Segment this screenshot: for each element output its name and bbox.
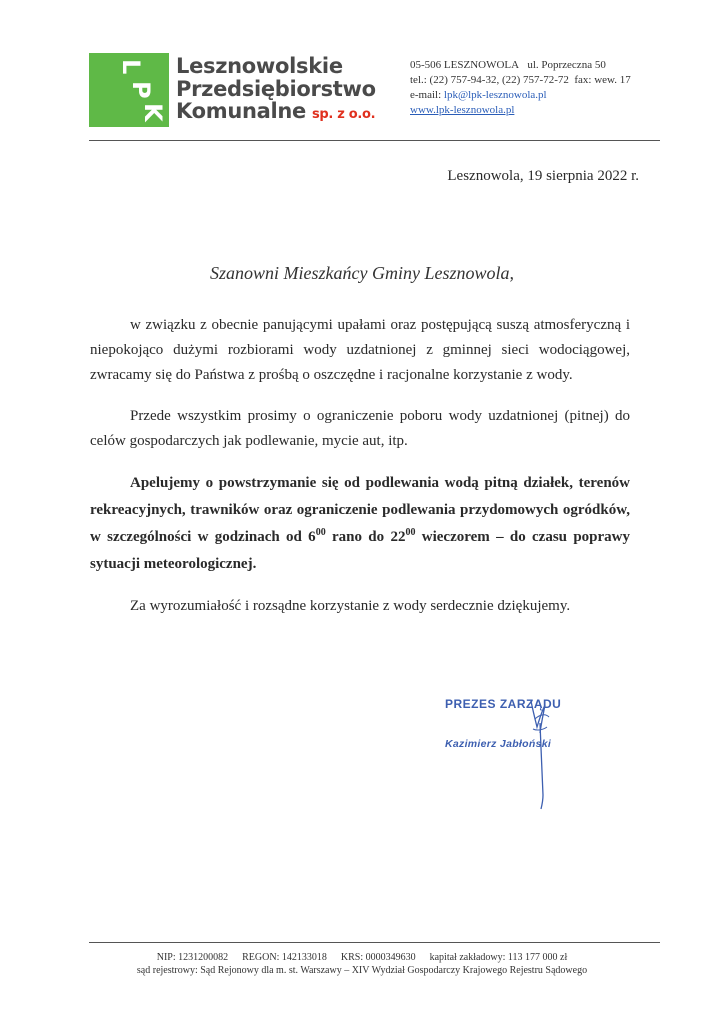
paragraph-3-part-2: rano do 22 — [325, 529, 406, 545]
contact-website-line — [410, 103, 631, 118]
footer-nip: NIP: 1231200082 — [156, 952, 229, 963]
company-name-line-3-text: Komunalne — [176, 99, 306, 123]
contact-street: ul. Poprzeczna 50 — [527, 59, 606, 71]
footer-regon: REGON: 142133018 — [242, 952, 327, 963]
contact-fax: fax: wew. 17 — [574, 74, 631, 86]
header-divider — [89, 140, 660, 141]
letter-body — [90, 313, 630, 635]
footer-court: sąd rejestrowy: Sąd Rejonowy dla m. st. Warszawy – XIV Wydział Gospodarczy Krajowego Rejestru Sądowego — [136, 965, 588, 976]
contact-address-line — [410, 58, 631, 73]
company-name-line-1: Lesznowolskie — [176, 54, 343, 78]
contact-email-label: e-mail: — [410, 89, 442, 101]
logo-lpk-icon — [89, 53, 169, 127]
company-suffix: sp. z o.o. — [311, 107, 376, 122]
contact-address: 05-506 LESZNOWOLA — [410, 59, 520, 71]
letter-date: Lesznowola, 19 sierpnia 2022 r. — [447, 168, 639, 184]
paragraph-2: Przede wszystkim prosimy o ograniczenie poboru wody uzdatnionej (pitnej) do celów gospodarczych jak podlewanie, mycie aut, itp. — [90, 408, 630, 449]
signature-title: PREZES ZARZĄDU — [445, 697, 562, 711]
footer-divider — [89, 942, 660, 943]
company-logo — [89, 53, 169, 127]
paragraph-3-sup-2: 00 — [405, 527, 416, 538]
contact-block — [410, 58, 631, 118]
paragraph-4: Za wyrozumiałość i rozsądne korzystanie z wody serdecznie dziękujemy. — [130, 598, 571, 614]
handwritten-signature-icon — [445, 697, 605, 817]
footer-krs: KRS: 0000349630 — [340, 952, 416, 963]
footer-capital: kapitał zakładowy: 113 177 000 zł — [429, 952, 568, 963]
company-name-line-3 — [176, 100, 376, 127]
company-name — [176, 55, 376, 127]
footer-registry-line — [0, 951, 724, 964]
logo-letter-p: P — [127, 81, 155, 99]
contact-phone-line — [410, 73, 631, 88]
company-name-line-2: Przedsiębiorstwo — [176, 76, 376, 101]
contact-phone: tel.: (22) 757-94-32, (22) 757-72-72 — [410, 74, 569, 86]
logo-letter-l: L — [117, 59, 145, 75]
paragraph-1: w związku z obecnie panującymi upałami oraz postępującą suszą atmosferyczną i niepokojąco dużymi rozbiorami wody uzdatnionej z gminnej sieci wodociągowej, zwracamy się do Państwa z prośbą o oszczędne i racjonalne korzystanie z wody. — [90, 317, 630, 383]
contact-website-link[interactable]: www.lpk-lesznowola.pl — [410, 104, 515, 116]
contact-email-line — [410, 88, 631, 103]
paragraph-3 — [90, 470, 630, 578]
signature-name: Kazimierz Jabłoński — [445, 738, 552, 750]
contact-email-link[interactable]: lpk@lpk-lesznowola.pl — [443, 89, 547, 101]
paragraph-3-part-3: wieczorem – do czasu poprawy sytuacji meteorologicznej. — [90, 529, 630, 572]
footer — [0, 951, 724, 977]
signature-stamp — [445, 697, 605, 817]
paragraph-3-sup-1: 00 — [315, 527, 326, 538]
logo-letter-k: K — [139, 103, 167, 122]
letter-salutation: Szanowni Mieszkańcy Gminy Lesznowola, — [210, 263, 514, 283]
paragraph-3-part-1: Apelujemy o powstrzymanie się od podlewania wodą pitną działek, terenów rekreacyjnych, trawników oraz ograniczenie podlewania przydomowych ogródków, w szczególności w godzinach od 6 — [90, 475, 630, 545]
